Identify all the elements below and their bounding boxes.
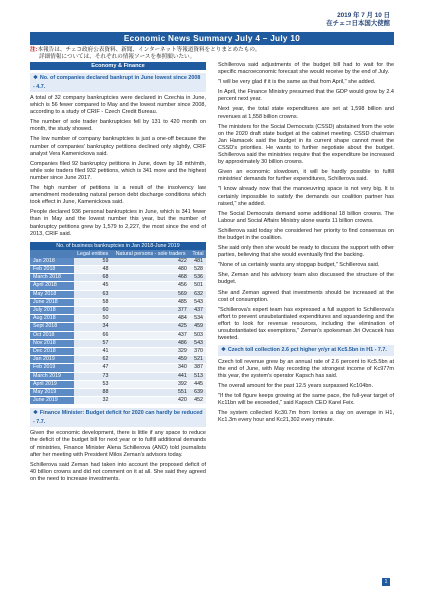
bullet-icon: ❖ (221, 347, 226, 354)
table-month-cell: April 2019 (30, 380, 74, 388)
paragraph: In April, the Finance Ministry presumed that the GDP would grow by 2.4 percent next year. (218, 89, 394, 103)
paragraph: Next year, the total state expenditures are set at 1,598 billion and revenues at 1,558 billion crowns. (218, 106, 394, 120)
page-header (326, 12, 390, 28)
table-row (30, 397, 206, 405)
table-value-cell: 32 (74, 397, 111, 405)
paragraph: People declared 936 personal bankruptcies in June, which is 341 fewer than in May and the lowest number this year, but the number of bankruptcy petitions grew by 1,579 to 2,227, the most since the end of 2013, CRIF said. (30, 209, 206, 237)
table-value-cell: 569 (111, 290, 189, 298)
bullet-icon: ❖ (33, 75, 38, 81)
table-month-cell: March 2019 (30, 372, 74, 380)
bullet-icon: ❖ (33, 410, 38, 417)
paragraph: The Social Democrats demand some additional 18 billion crowns. The Labour and Social Affairs Ministry alone wants 11 billion crowns. (218, 210, 394, 224)
table-month-cell: Oct 2018 (30, 331, 74, 339)
right-column (218, 62, 394, 424)
table-value-cell: 59 (74, 258, 111, 266)
article-heading (30, 408, 206, 427)
table-value-cell: 543 (190, 339, 206, 347)
table-value-cell: 459 (111, 356, 189, 364)
paragraph: Schillerova said today she considered her priority to find consensus on the budget in the coalition. (218, 227, 394, 241)
table-value-cell: 486 (111, 339, 189, 347)
table-month-cell: March 2018 (30, 274, 74, 282)
paragraph: "I know already now that the manoeuvring space is not very big. It is certainly impossible to satisfy the demands our coalition partner has raised," she added. (218, 186, 394, 207)
table-month-cell: May 2018 (30, 290, 74, 298)
table-value-cell: 441 (111, 372, 189, 380)
table-month-cell: Aug 2018 (30, 315, 74, 323)
table-value-cell: 422 (111, 258, 189, 266)
table-value-cell: 329 (111, 347, 189, 355)
table-month-cell: May 2019 (30, 388, 74, 396)
table-value-cell: 48 (74, 265, 111, 273)
table-row (30, 356, 206, 364)
table-value-cell: 503 (190, 331, 206, 339)
table-month-cell: June 2018 (30, 298, 74, 306)
page-title: Economic News Summary July 4 – July 10 (30, 32, 394, 45)
table-value-cell: 47 (74, 364, 111, 372)
paragraph: "Schillerova's expert team has expressed a full support to Schillerova's effort to prevent unsubstantiated expenditures and squandering and the effort to look for revenue resources, including the elimination of unsubstantiated tax exemptions," Zeman's spokesman Jiri Ovcacek has tweeted. (218, 306, 394, 342)
table-value-cell: 340 (111, 364, 189, 372)
paragraph: "None of us certainly wants any stopgap budget," Schillerova said. (218, 262, 380, 269)
section-heading: Economy & Finance (30, 62, 206, 70)
table-value-cell: 484 (111, 315, 189, 323)
table-value-cell: 50 (74, 315, 111, 323)
table-value-cell: 521 (190, 356, 206, 364)
table-month-cell: June 2019 (30, 397, 74, 405)
table-row (30, 372, 206, 380)
table-row (30, 315, 206, 323)
paragraph: A total of 32 company bankruptcies were declared in Czechia in June, which is 56 fewer compared to May and the lowest number since 2008, according to a study of CRIF - Czech Credit Bureau. (30, 95, 206, 116)
paragraph: Schillerova said adjustments of the budget bill had to wait for the specific macroeconomic forecast she would receive by the end of July. (218, 62, 394, 76)
table-value-cell: 456 (111, 282, 189, 290)
paragraph: The low number of company bankruptcies is just a one-off because the number of companies' bankruptcy petitions declined only slightly, CRIF analyst Vera Kamenickova said. (30, 136, 206, 157)
table-row (30, 323, 206, 331)
embassy-name: 在チェコ日本国大使館 (326, 20, 390, 27)
paragraph: The system collected Kc30.7m from lorries a day on average in H1, Kc1.3m every hour and Kc21,302 every minute. (218, 410, 394, 424)
page-number: 1 (382, 578, 390, 586)
table-month-cell: Jan 2018 (30, 258, 74, 266)
paragraph: She said only then she would be ready to discuss the support with other parties, believing that she would eventually find the backing. (218, 245, 394, 259)
table-row (30, 339, 206, 347)
table-value-cell: 45 (74, 282, 111, 290)
report-date: 2019 年 7 月 10 日 (337, 12, 390, 19)
note-line-1: 本報告は、チェコ政府公表資料、新聞、インターネット等報道資料をとりまとめたもの。 (37, 47, 261, 53)
table-body (30, 258, 206, 405)
table-row (30, 347, 206, 355)
paragraph: Given the economic development, there is little if any space to reduce the deficit of the budget bill for next year or to fulfill additional demands of ministries, Finance Minister Alena Schillerova (ANO) told journalists after her meeting with President Milos Zeman's advisors today. (30, 430, 206, 458)
note-line-2: 詳細情報については、それぞれの情報ソースを参照願いたい。 (39, 54, 196, 60)
table-value-cell: 468 (111, 274, 189, 282)
table-month-cell: Nov 2018 (30, 339, 74, 347)
table-value-cell: 452 (190, 397, 206, 405)
table-row (30, 331, 206, 339)
table-title: No. of business bankruptcies in Jan 2018-June 2019 (30, 242, 206, 250)
table-month-cell: Feb 2019 (30, 364, 74, 372)
paragraph: The ministers for the Social Democrats (CSSD) abstained from the vote on the 2020 draft state budget at the cabinet meeting. CSSD chairman Jan Hamacek said the budget in its current shape cannot meet the CSSD's priorities. He wants to further negotiate about the budget. Schillerova said the ministries require that the expenditure be increased by approximately 30 billion crowns. (218, 123, 394, 166)
table-value-cell: 543 (190, 298, 206, 306)
table-value-cell: 34 (74, 323, 111, 331)
table-value-cell: 437 (111, 331, 189, 339)
table-value-cell: 513 (190, 372, 206, 380)
paragraph: Schillerova said Zeman had taken into account the proposed deficit of 40 billion crowns and did not comment on it at all. She said they agreed on the need to increase investments. (30, 461, 206, 482)
table-value-cell: 63 (74, 290, 111, 298)
table-value-cell: 58 (74, 298, 111, 306)
table-value-cell: 68 (74, 274, 111, 282)
table-row (30, 298, 206, 306)
table-row (30, 364, 206, 372)
bankruptcy-table (30, 242, 206, 406)
table-value-cell: 536 (190, 274, 206, 282)
table-value-cell: 66 (74, 331, 111, 339)
paragraph: Given an economic slowdown, it will be hardly possible to fulfill ministries' demands for further expenditures, Schillerova said. (218, 169, 394, 183)
table-header-cell (30, 250, 74, 258)
paragraph: The number of sole trader bankruptcies fell by 131 to 420 month on month, the study showed. (30, 119, 206, 133)
article-heading-text: No. of companies declared bankrupt in June lowest since 2008 - 4.7. (33, 75, 201, 90)
table-value-cell: 485 (111, 298, 189, 306)
table-value-cell: 445 (190, 380, 206, 388)
table-row (30, 290, 206, 298)
table-value-cell: 392 (111, 380, 189, 388)
paragraph: Companies filed 92 bankruptcy petitions in June, down by 18 mth/mth, while sole traders filed 932 petitions, which is 341 more and the highest number since June 2017. (30, 160, 206, 181)
table-value-cell: 60 (74, 306, 111, 314)
table-value-cell: 41 (74, 347, 111, 355)
paragraph: The overall amount for the past 12.5 years surpassed Kc104bn. (218, 382, 374, 389)
table-value-cell: 420 (111, 397, 189, 405)
article-heading-text: Czech toll collection 2.6 pct higher yr/yr at Kc5.5bn in H1 - 7.7. (227, 347, 387, 354)
left-column (30, 62, 206, 483)
table-value-cell: 62 (74, 356, 111, 364)
table-value-cell: 370 (190, 347, 206, 355)
paragraph: The high number of petitions is a result of the insolvency law amendment moderating natural person debt discharge conditions which took effect in June, Kamenickova said. (30, 185, 206, 206)
article-heading (218, 345, 394, 356)
table-value-cell: 377 (111, 306, 189, 314)
table-month-cell: Sept 2018 (30, 323, 74, 331)
table-value-cell: 501 (190, 282, 206, 290)
table-row (30, 306, 206, 314)
article-heading (30, 73, 206, 92)
table-header-cell: Total (190, 250, 206, 258)
table-value-cell: 459 (190, 323, 206, 331)
table-month-cell: Dec 2018 (30, 347, 74, 355)
paragraph: "If the toll figure keeps growing at the same pace, the full-year target of Kc11bn will be exceeded," said Kapsch CEO Karel Feix. (218, 393, 394, 407)
note-mark: 注: (30, 47, 38, 53)
table-value-cell: 53 (74, 380, 111, 388)
table-row (30, 274, 206, 282)
table-value-cell: 639 (190, 388, 206, 396)
table-header-row (30, 250, 206, 258)
paragraph: "I will be very glad if it is the same as that from April," she added. (218, 79, 376, 86)
table-month-cell: July 2018 (30, 306, 74, 314)
article-heading-text: Finance Minister: Budget deficit for 2020 can hardly be reduced - 7.7. (33, 410, 203, 425)
table-value-cell: 480 (111, 265, 189, 273)
table-value-cell: 632 (190, 290, 206, 298)
table-header-cell: Natural persons - sole traders (111, 250, 189, 258)
table-value-cell: 73 (74, 372, 111, 380)
table-value-cell: 534 (190, 315, 206, 323)
table-value-cell: 481 (190, 258, 206, 266)
table-value-cell: 437 (190, 306, 206, 314)
table-header-cell: Legal entities (74, 250, 111, 258)
table-row (30, 282, 206, 290)
table-month-cell: April 2018 (30, 282, 74, 290)
paragraph: Czech toll revenue grew by an annual rate of 2.6 percent to Kc5.5bn at the end of June, with May recording the strongest income of Kc977m this year, the system's operator Kapsch has said. (218, 358, 394, 379)
table-row (30, 265, 206, 273)
table-value-cell: 387 (190, 364, 206, 372)
table-month-cell: Feb 2018 (30, 265, 74, 273)
table-value-cell: 88 (74, 388, 111, 396)
table-row (30, 380, 206, 388)
table-row (30, 388, 206, 396)
table-month-cell: Jan 2019 (30, 356, 74, 364)
table-value-cell: 551 (111, 388, 189, 396)
disclaimer-note (30, 47, 394, 61)
table-value-cell: 425 (111, 323, 189, 331)
data-table (30, 250, 206, 406)
paragraph: She and Zeman agreed that investments should be increased at the cost of consumption. (218, 289, 394, 303)
paragraph: She, Zeman and his advisory team also discussed the structure of the budget. (218, 272, 394, 286)
table-value-cell: 528 (190, 265, 206, 273)
table-value-cell: 57 (74, 339, 111, 347)
table-row (30, 258, 206, 266)
